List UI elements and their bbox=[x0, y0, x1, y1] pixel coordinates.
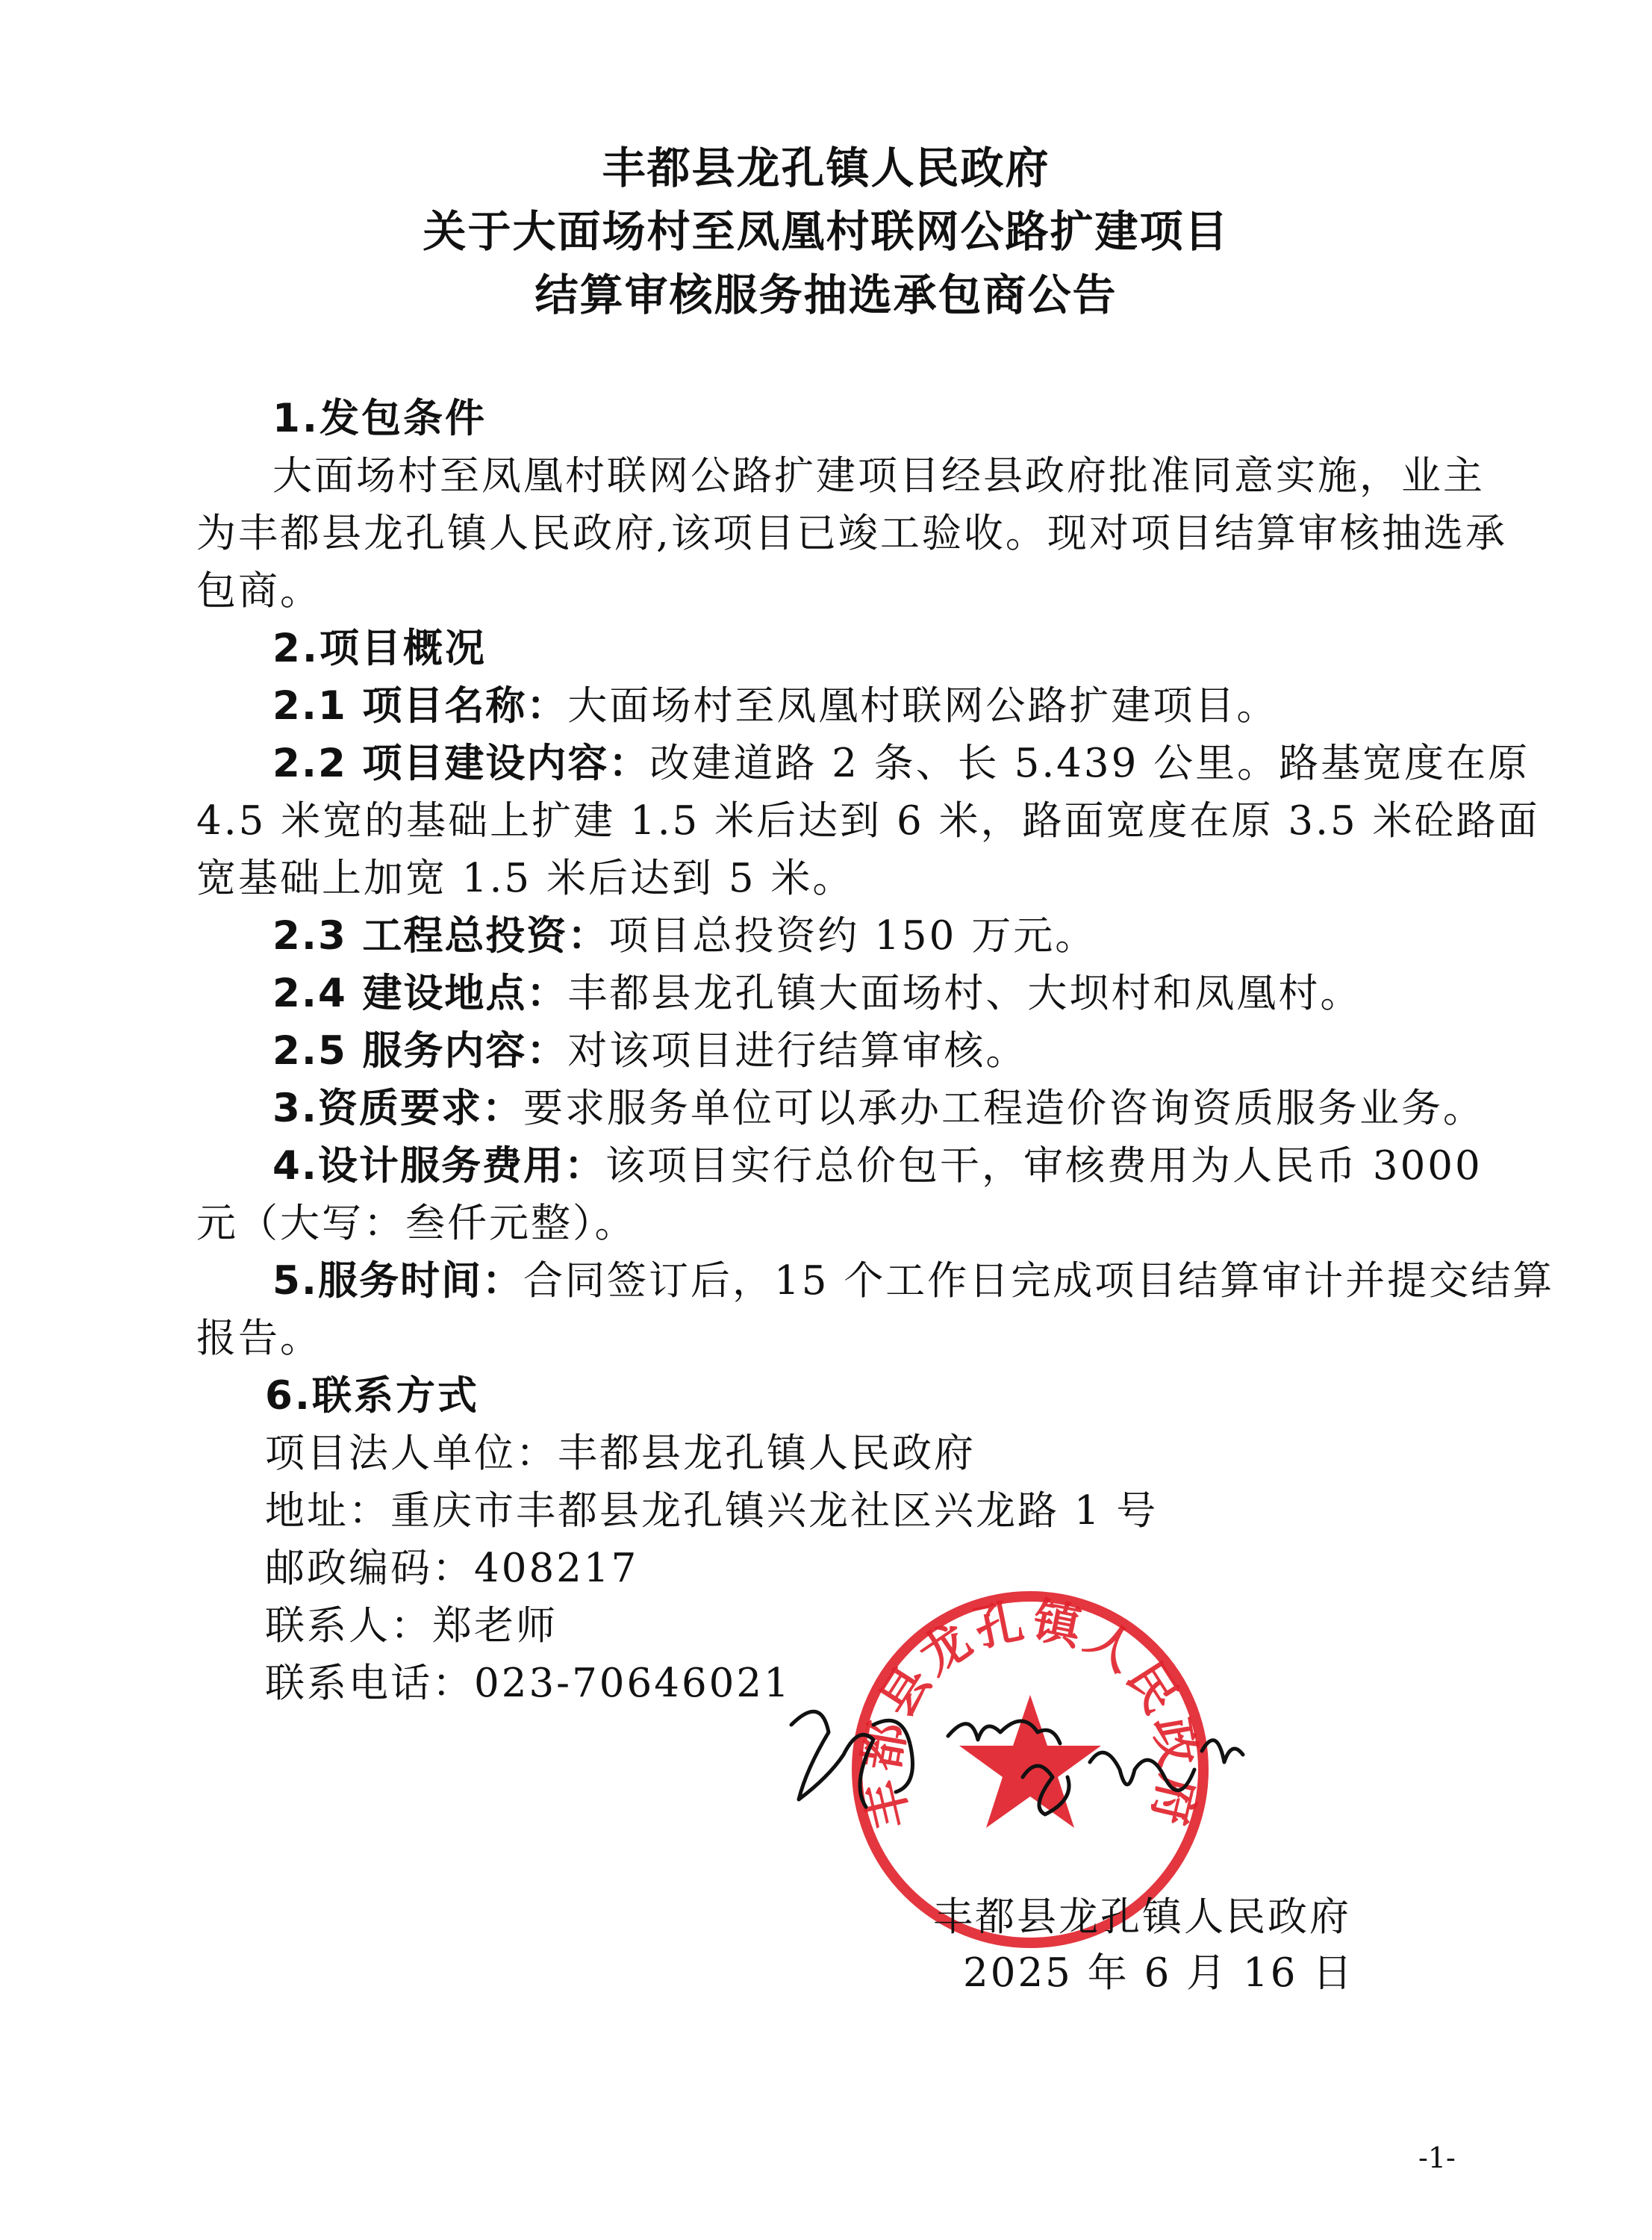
section3-label: 3.资质要求： bbox=[272, 1086, 524, 1131]
section5 bbox=[272, 1249, 1554, 1306]
signing-date: 2025 年 6 月 16 日 bbox=[963, 1950, 1355, 1996]
section2-item4 bbox=[272, 962, 1362, 1018]
section2-item3-label: 2.3 工程总投资： bbox=[272, 913, 609, 959]
section2-item3-text: 项目总投资约 150 万元。 bbox=[608, 913, 1097, 959]
section5-label: 5.服务时间： bbox=[272, 1258, 524, 1304]
section2-item3 bbox=[272, 904, 1097, 961]
section4 bbox=[272, 1134, 1483, 1191]
section2-item2-label: 2.2 项目建设内容： bbox=[272, 741, 650, 786]
section2-item1-label: 2.1 项目名称： bbox=[272, 683, 568, 729]
contact-address: 地址：重庆市丰都县龙孔镇兴龙社区兴龙路 1 号 bbox=[265, 1488, 1159, 1534]
title-line-3: 结算审核服务抽选承包商公告 bbox=[534, 270, 1118, 320]
seal-text: 丰都县龙孔镇人民政府 bbox=[854, 1593, 1206, 1835]
section1-para-line1: 大面场村至凤凰村联网公路扩建项目经县政府批准同意实施，业主 bbox=[272, 453, 1485, 499]
section1-para-line2: 为丰都县龙孔镇人民政府,该项目已竣工验收。现对项目结算审核抽选承 bbox=[196, 511, 1507, 556]
contact-person: 联系人：郑老师 bbox=[265, 1603, 558, 1649]
page-number: -1- bbox=[1418, 2141, 1456, 2174]
section2-item5-text: 对该项目进行结算审核。 bbox=[567, 1028, 1028, 1074]
contact-phone: 联系电话：023-70646021 bbox=[265, 1661, 791, 1706]
section2-item5-label: 2.5 服务内容： bbox=[272, 1028, 568, 1074]
section4-label: 4.设计服务费用： bbox=[272, 1143, 606, 1189]
section2-item4-text: 丰都县龙孔镇大面场村、大坝村和凤凰村。 bbox=[567, 971, 1362, 1016]
handwritten-signature bbox=[776, 1680, 1254, 1829]
section2-item2-text-line1: 改建道路 2 条、长 5.439 公里。路基宽度在原 bbox=[649, 741, 1530, 786]
section3 bbox=[272, 1077, 1485, 1133]
section2-item5 bbox=[272, 1019, 1027, 1076]
section2-item2-text-line3: 宽基础上加宽 1.5 米后达到 5 米。 bbox=[196, 856, 855, 901]
title-line-2: 关于大面场村至凤凰村联网公路扩建项目 bbox=[423, 206, 1229, 257]
contact-unit: 项目法人单位：丰都县龙孔镇人民政府 bbox=[265, 1431, 976, 1476]
signer-organization: 丰都县龙孔镇人民政府 bbox=[933, 1894, 1351, 1940]
section1-heading: 1.发包条件 bbox=[272, 396, 487, 441]
section2-heading: 2.项目概况 bbox=[272, 626, 487, 671]
contact-postcode: 邮政编码：408217 bbox=[265, 1546, 639, 1591]
section6-heading: 6.联系方式 bbox=[265, 1373, 480, 1419]
section4-text-line1: 该项目实行总价包干，审核费用为人民币 3000 bbox=[605, 1143, 1483, 1189]
section4-text-line2: 元（大写：叁仟元整）。 bbox=[196, 1201, 637, 1246]
section1-para-line3: 包商。 bbox=[196, 568, 322, 614]
section3-text: 要求服务单位可以承办工程造价咨询资质服务业务。 bbox=[523, 1086, 1486, 1131]
section2-item2-text-line2: 4.5 米宽的基础上扩建 1.5 米后达到 6 米，路面宽度在原 3.5 米砼路面 bbox=[196, 798, 1540, 844]
section2-item4-label: 2.4 建设地点： bbox=[272, 971, 568, 1016]
title-line-1: 丰都县龙孔镇人民政府 bbox=[602, 143, 1050, 193]
section5-text-line1: 合同签订后，15 个工作日完成项目结算审计并提交结算 bbox=[523, 1258, 1555, 1304]
section2-item1 bbox=[272, 674, 1278, 731]
section2-item1-text: 大面场村至凤凰村联网公路扩建项目。 bbox=[567, 683, 1279, 729]
section2-item2 bbox=[272, 732, 1530, 788]
section5-text-line2: 报告。 bbox=[196, 1316, 322, 1361]
